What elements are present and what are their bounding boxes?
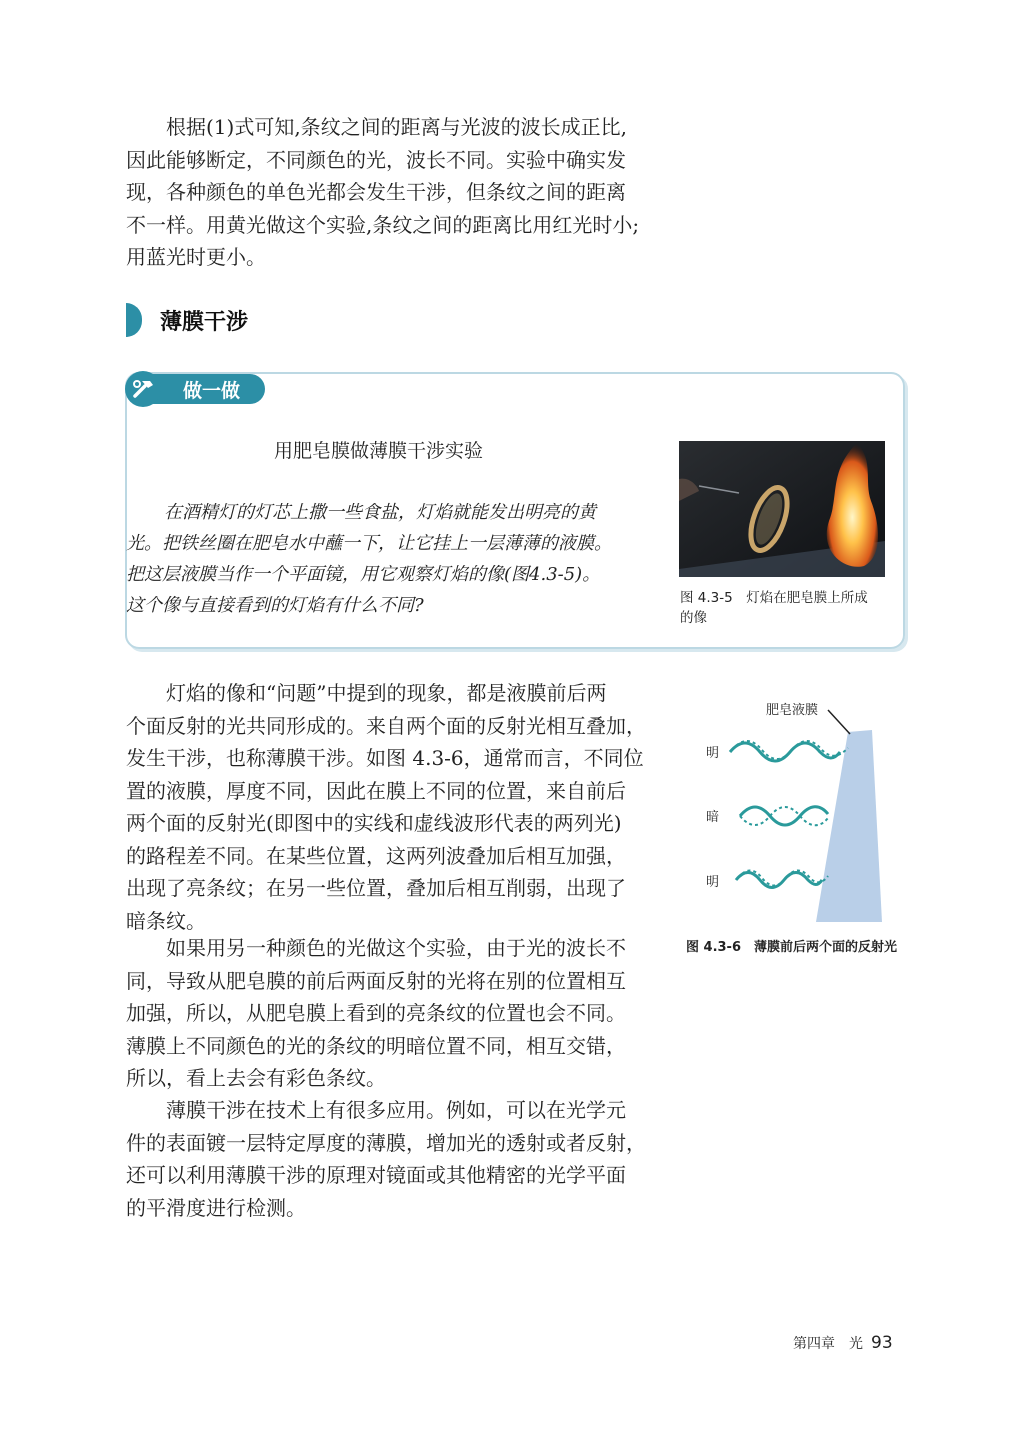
badge-label: 做一做 bbox=[183, 380, 241, 402]
flame-image bbox=[679, 441, 885, 577]
thin-film-diagram bbox=[700, 690, 900, 930]
photo-caption bbox=[680, 588, 868, 628]
text-line: 还可以利用薄膜干涉的原理对镜面或其他精密的光学平面 bbox=[126, 1163, 626, 1187]
text-line: 因此能够断定，不同颜色的光，波长不同。实验中确实发 bbox=[126, 147, 626, 172]
film-pointer-line bbox=[828, 710, 850, 734]
text-line: 的平滑度进行检测。 bbox=[126, 1195, 306, 1220]
page-footer bbox=[793, 1333, 893, 1353]
soap-film bbox=[816, 730, 882, 922]
text-line: 发生干涉，也称薄膜干涉。如图 4.3-6，通常而言，不同位 bbox=[126, 746, 644, 770]
text-line: 置的液膜，厚度不同，因此在膜上不同的位置，来自前后 bbox=[126, 778, 626, 803]
chapter-label: 第四章 光 bbox=[793, 1336, 863, 1352]
text-line: 件的表面镀一层特定厚度的薄膜，增加光的透射或者反射， bbox=[126, 1130, 646, 1155]
text-line: 的路程差不同。在某些位置，这两列波叠加后相互加强， bbox=[126, 843, 626, 868]
text-line: 加强，所以，从肥皂膜上看到的亮条纹的位置也会不同。 bbox=[126, 1001, 626, 1025]
bright-label-1: 明 bbox=[706, 746, 720, 761]
wave-solid-dark bbox=[740, 807, 828, 825]
text-line: 不一样。用黄光做这个实验,条纹之间的距离比用红光时小; bbox=[126, 212, 640, 237]
caption-line: 的像 bbox=[680, 610, 707, 626]
hammer-icon bbox=[129, 375, 157, 403]
section-title: 薄膜干涉 bbox=[160, 310, 249, 335]
body-paragraph-4 bbox=[126, 1094, 646, 1224]
caption-line: 图 4.3-5 灯焰在肥皂膜上所成 bbox=[680, 590, 868, 606]
text-line: 薄膜上不同颜色的光的条纹的明暗位置不同，相互交错， bbox=[126, 1033, 626, 1058]
diagram-caption: 图 4.3-6 薄膜前后两个面的反射光 bbox=[686, 940, 897, 955]
text-line: 暗条纹。 bbox=[126, 908, 206, 933]
text-line: 所以，看上去会有彩色条纹。 bbox=[126, 1066, 386, 1090]
film-label: 肥皂液膜 bbox=[766, 703, 819, 718]
body-paragraph-3 bbox=[126, 932, 640, 1095]
flame-photo bbox=[679, 441, 885, 577]
experiment-title: 用肥皂膜做薄膜干涉实验 bbox=[274, 440, 484, 462]
section-marker bbox=[126, 303, 142, 337]
wave-dashed-dark bbox=[740, 807, 828, 825]
text-line: 两个面的反射光(即图中的实线和虚线波形代表的两列光) bbox=[126, 811, 622, 835]
text-line: 如果用另一种颜色的光做这个实验，由于光的波长不 bbox=[166, 936, 626, 960]
text-line: 这个像与直接看到的灯焰有什么不同? bbox=[126, 595, 424, 616]
page-number: 93 bbox=[871, 1333, 893, 1353]
bright-label-2: 明 bbox=[706, 875, 720, 890]
text-line: 光。把铁丝圈在肥皂水中蘸一下，让它挂上一层薄薄的液膜。 bbox=[126, 533, 612, 554]
text-line: 在酒精灯的灯芯上撒一些食盐，灯焰就能发出明亮的黄 bbox=[164, 502, 596, 523]
text-line: 现，各种颜色的单色光都会发生干涉，但条纹之间的距离 bbox=[126, 180, 626, 204]
intro-paragraph bbox=[126, 111, 640, 274]
text-line: 根据(1)式可知,条纹之间的距离与光波的波长成正比, bbox=[166, 115, 628, 139]
text-line: 用蓝光时更小。 bbox=[126, 245, 266, 269]
dark-label: 暗 bbox=[706, 810, 720, 825]
text-line: 同，导致从肥皂膜的前后两面反射的光将在别的位置相互 bbox=[126, 968, 626, 993]
body-paragraph-2 bbox=[126, 677, 646, 937]
text-line: 灯焰的像和“问题”中提到的现象，都是液膜前后两 bbox=[166, 681, 607, 705]
activity-text bbox=[126, 497, 640, 621]
activity-badge bbox=[125, 371, 265, 407]
text-line: 薄膜干涉在技术上有很多应用。例如，可以在光学元 bbox=[166, 1098, 626, 1122]
text-line: 出现了亮条纹；在另一些位置，叠加后相互削弱，出现了 bbox=[126, 876, 626, 900]
text-line: 把这层液膜当作一个平面镜，用它观察灯焰的像(图4.3-5)。 bbox=[126, 564, 601, 585]
text-line: 个面反射的光共同形成的。来自两个面的反射光相互叠加， bbox=[126, 713, 646, 738]
